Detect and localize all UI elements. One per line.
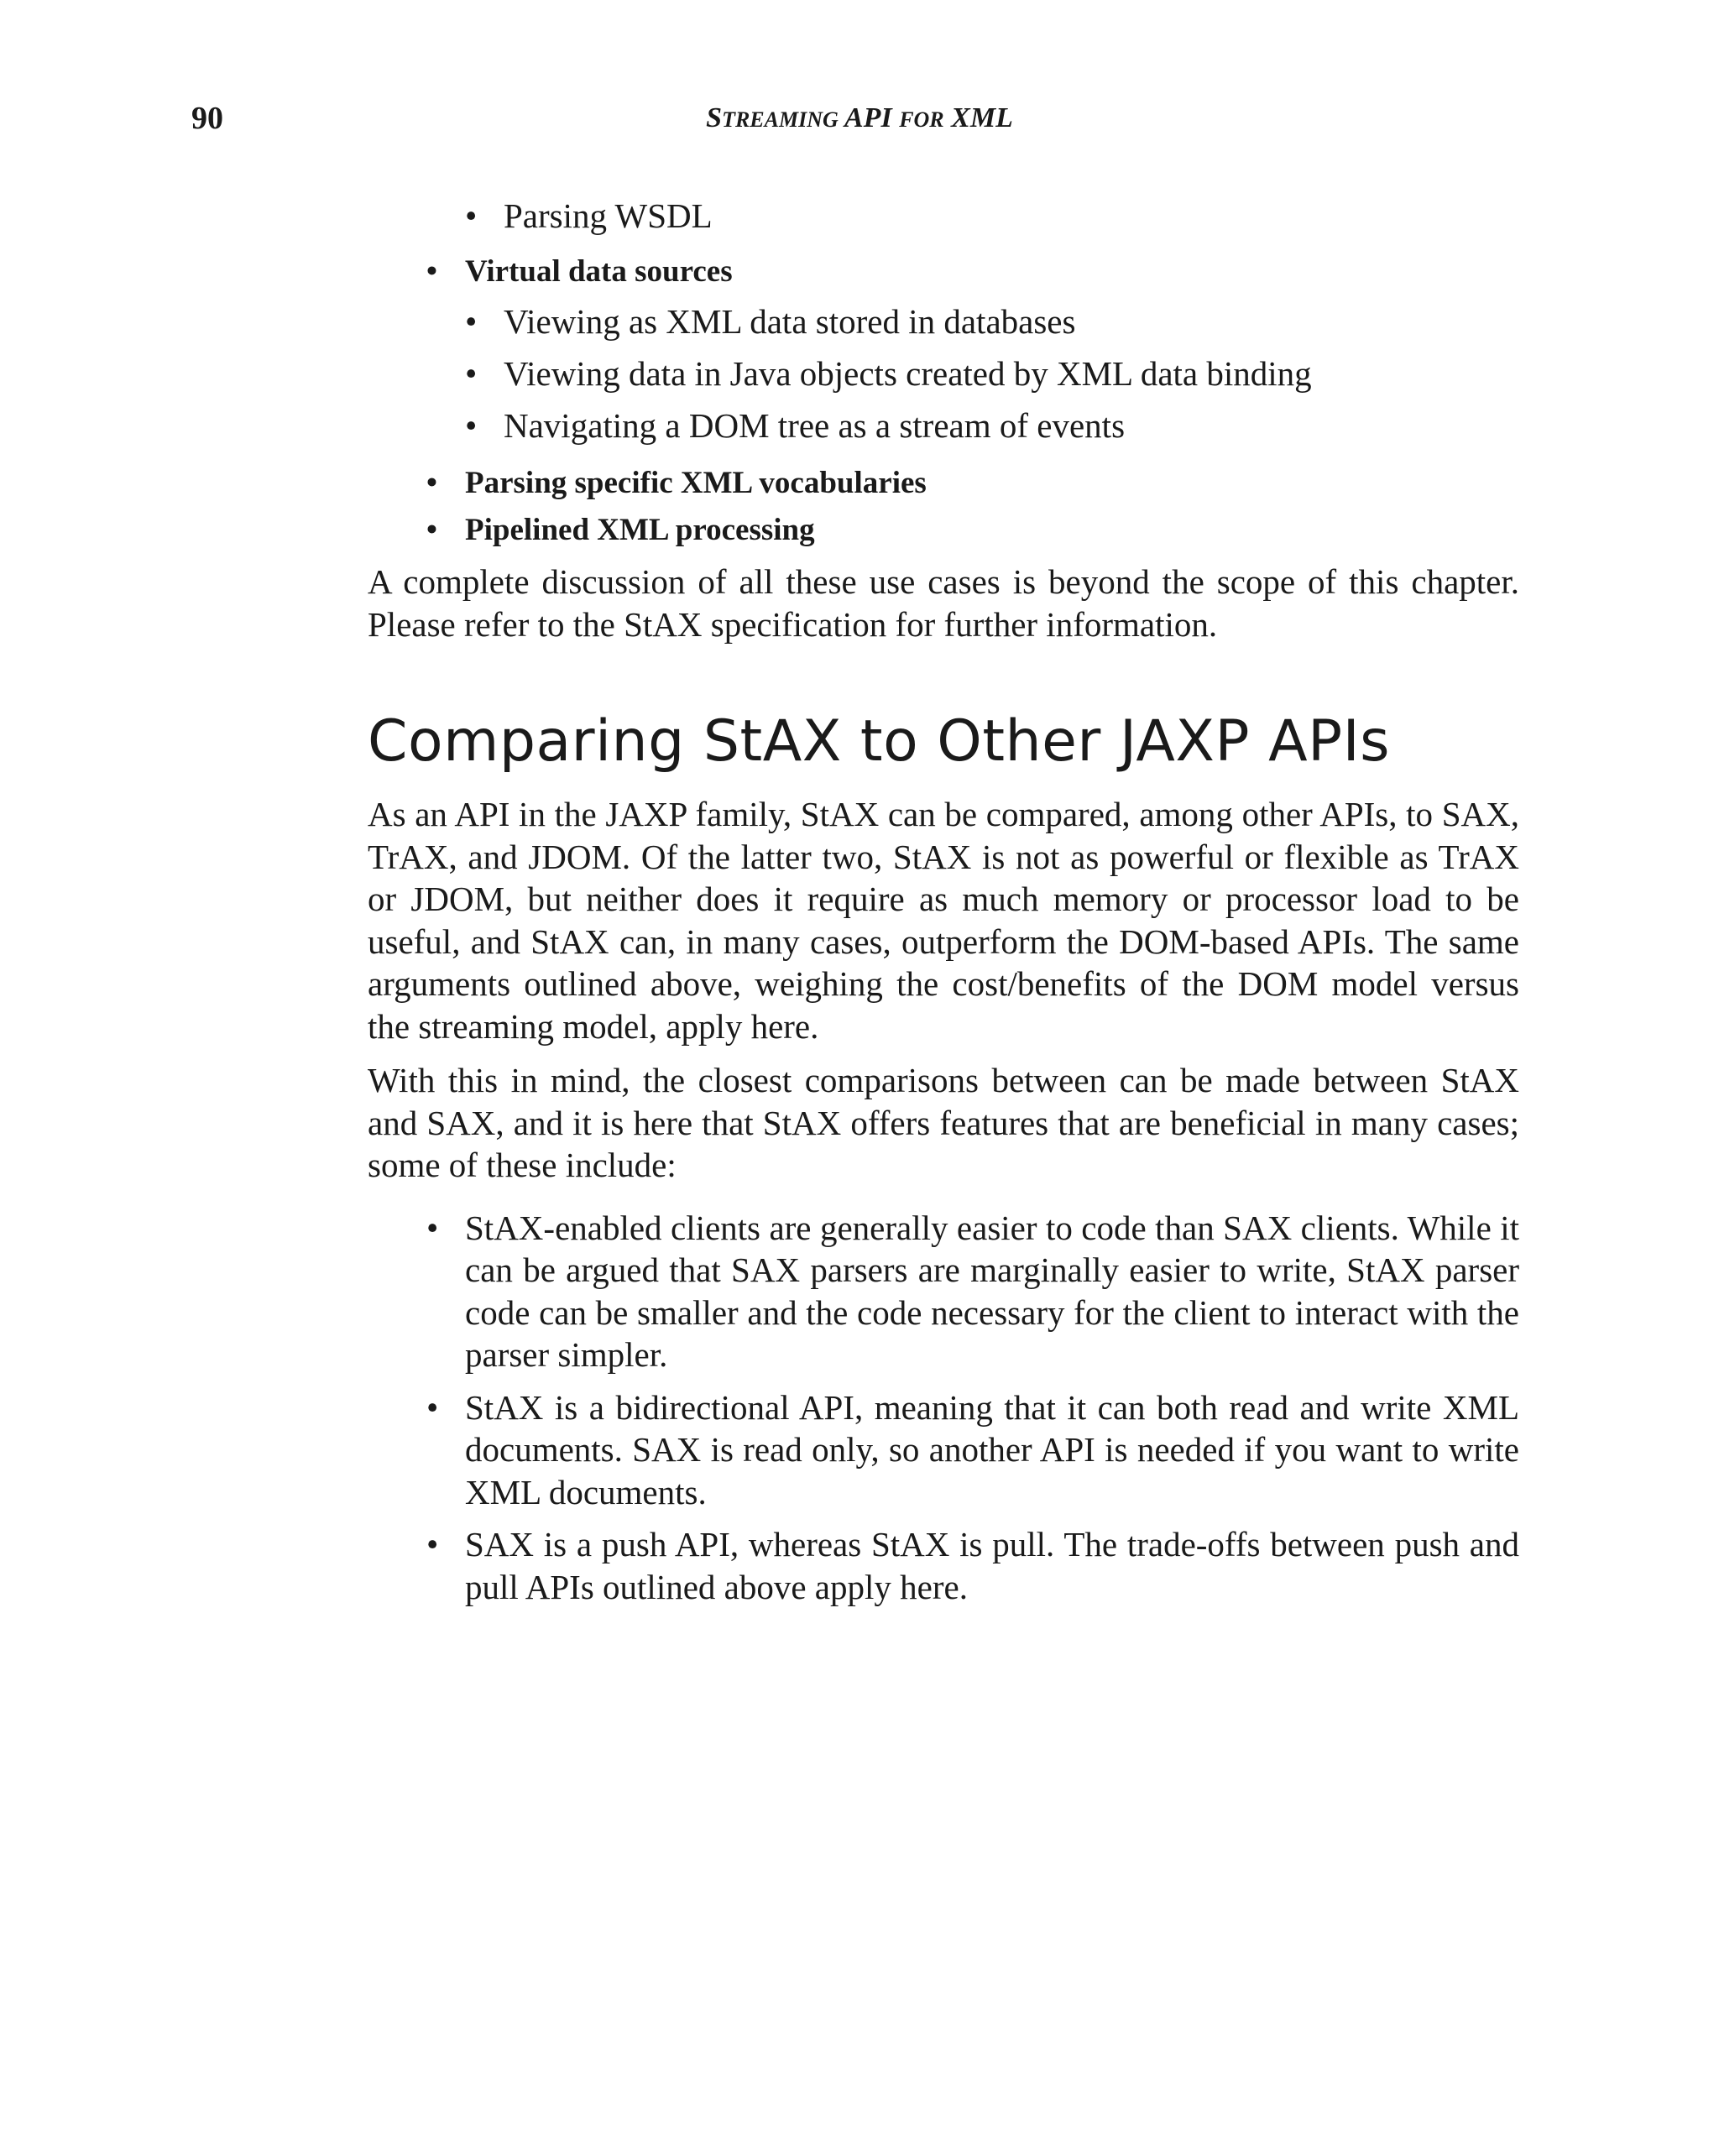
page-number: 90 [191, 101, 223, 136]
list-item-text: Virtual data sources [465, 254, 733, 289]
running-head-initial: S [706, 102, 723, 133]
section-heading: Comparing StAX to Other JAXP APIs [368, 708, 1391, 775]
list-item-text: Pipelined XML processing [465, 513, 815, 547]
comparison-bullet-text: SAX is a push API, whereas StAX is pull. The trade-offs between push and pull APIs outlined above apply here. [465, 1525, 1519, 1606]
list-item-text: Parsing WSDL [504, 196, 713, 235]
running-head [0, 99, 1719, 139]
comparison-bullet [368, 1523, 1519, 1608]
list-item [368, 190, 1519, 242]
list-item-text: Viewing data in Java objects created by XML data binding [504, 354, 1312, 393]
comparison-bullet [368, 1207, 1519, 1376]
list-item-heading [368, 460, 1519, 507]
bullet-glyph: • [426, 466, 437, 500]
running-head-smallcaps-2: FOR [899, 107, 944, 132]
list-item-text: Viewing as XML data stored in databases [504, 302, 1076, 341]
bullet-glyph: • [465, 196, 478, 235]
bullet-glyph: • [426, 513, 437, 547]
comparison-bullet-text: StAX-enabled clients are generally easier to code than SAX clients. While it can be argued that SAX parsers are marginally easier to write, StAX parser code can be smaller and the code necessary for the client to interact with the parser simpler. [465, 1208, 1519, 1374]
bullet-glyph: • [426, 1387, 439, 1427]
running-head-smallcaps-1: TREAMING [722, 107, 839, 132]
page-content [368, 190, 1519, 1618]
bullet-glyph: • [465, 302, 478, 341]
list-item-text: Navigating a DOM tree as a stream of events [504, 406, 1126, 445]
list-item-text: Parsing specific XML vocabularies [465, 466, 927, 500]
section-paragraph-1: As an API in the JAXP family, StAX can be compared, among other APIs, to SAX, TrAX, and JDOM. Of the latter two, StAX is not as powerful or flexible as TrAX or JDOM, but neither does it require as much memory or processor load to be useful, and StAX can, in many cases, outperform the DOM-based APIs. The same arguments outlined above, weighing the cost/benefits of the DOM model versus the streaming model, apply here. [368, 795, 1519, 1046]
bullet-glyph: • [426, 1208, 439, 1247]
bullet-glyph: • [426, 254, 437, 289]
list-item-heading [368, 248, 1519, 295]
bullet-glyph: • [426, 1525, 439, 1563]
bullet-glyph: • [465, 406, 478, 445]
running-head-end: XML [943, 102, 1013, 133]
list-item [368, 399, 1519, 452]
list-item-heading [368, 507, 1519, 554]
section-paragraph-2: With this in mind, the closest comparisons between can be made between StAX and SAX, and it is here that StAX offers features that are beneficial in many cases; some of these include: [368, 1061, 1519, 1184]
list-item [368, 347, 1519, 399]
bullet-glyph: • [465, 354, 478, 393]
intro-paragraph: A complete discussion of all these use cases is beyond the scope of this chapter. Please refer to the StAX specification for further information. [368, 562, 1519, 644]
comparison-bullet [368, 1386, 1519, 1514]
comparison-bullet-text: StAX is a bidirectional API, meaning that it can both read and write XML documents. SAX is read only, so another API is needed if you want to write XML documents. [465, 1387, 1519, 1511]
running-head-middle: API [838, 102, 900, 133]
list-item [368, 295, 1519, 347]
